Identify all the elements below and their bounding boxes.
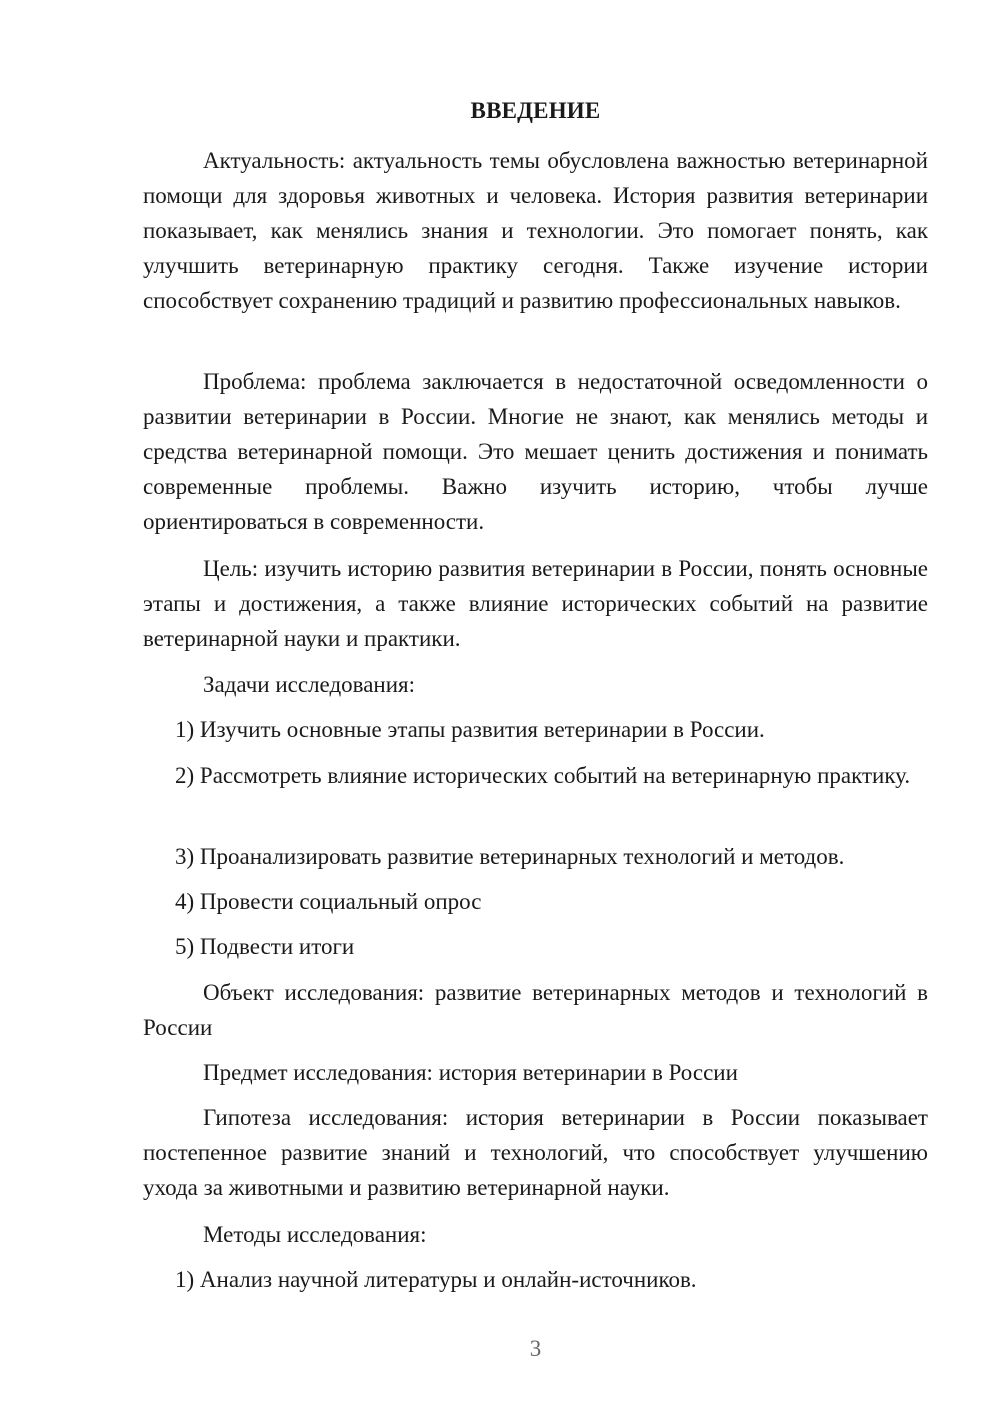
relevance-paragraph: Актуальность: актуальность темы обусловлена важностью ветеринарной помощи для здоровья животных и человека. История развития ветеринарии показывает, как менялись знания и технологии. Это помогает понять, как улучшить ветеринарную практику сегодня. Также изучение истории способствует сохранению традиций и развитию профессиональных навыков. [143, 148, 928, 313]
goal-paragraph: Цель: изучить историю развития ветеринарии в России, понять основные этапы и достижения, а также влияние исторических событий на развитие ветеринарной науки и практики. [143, 556, 928, 651]
hypothesis-paragraph: Гипотеза исследования: история ветеринарии в России показывает постепенное развитие знаний и технологий, что способствует улучшению ухода за животными и развитию ветеринарной науки. [143, 1105, 928, 1200]
task-item-5: 5) Подвести итоги [175, 934, 355, 959]
subject-paragraph: Предмет исследования: история ветеринарии в России [203, 1060, 738, 1085]
page-number: 3 [529, 1336, 542, 1361]
problem-paragraph: Проблема: проблема заключается в недостаточной осведомленности о развитии ветеринарии в России. Многие не знают, как менялись методы и средства ветеринарной помощи. Это мешает ценить достижения и понимать современные проблемы. Важно изучить историю, чтобы лучше ориентироваться в современности. [143, 369, 928, 534]
task-item-3: 3) Проанализировать развитие ветеринарных технологий и методов. [175, 844, 845, 869]
object-paragraph: Объект исследования: развитие ветеринарных методов и технологий в России [143, 980, 928, 1040]
method-item-1: 1) Анализ научной литературы и онлайн-источников. [175, 1267, 697, 1292]
task-item-1: 1) Изучить основные этапы развития ветеринарии в России. [175, 717, 765, 742]
tasks-heading: Задачи исследования: [203, 672, 416, 697]
task-item-4: 4) Провести социальный опрос [175, 889, 482, 914]
task-item-2: 2) Рассмотреть влияние исторических событий на ветеринарную практику. [175, 763, 911, 788]
section-title: ВВЕДЕНИЕ [470, 98, 601, 123]
methods-heading: Методы исследования: [203, 1222, 427, 1247]
